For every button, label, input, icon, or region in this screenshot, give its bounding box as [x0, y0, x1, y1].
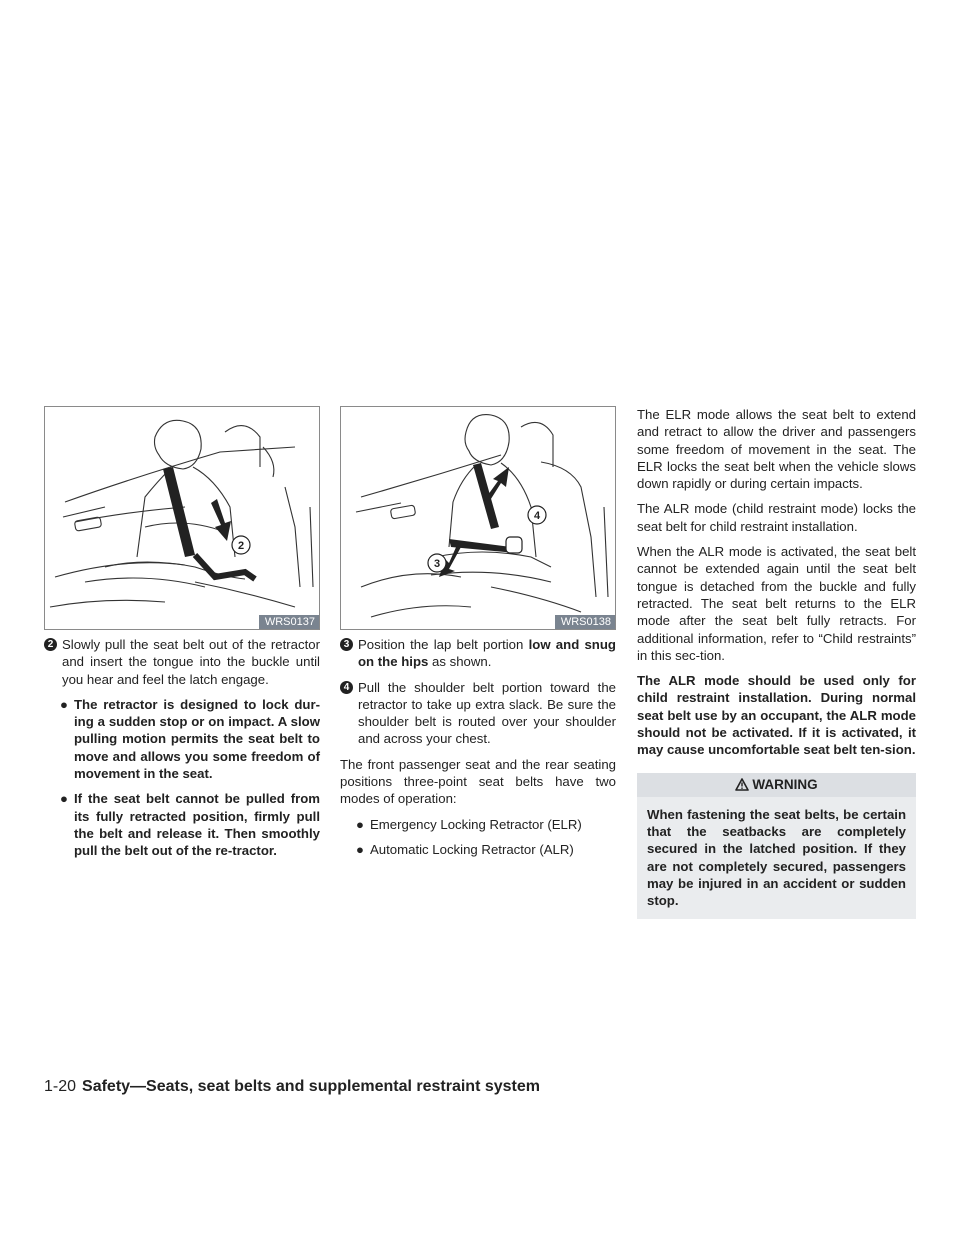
warning-body: When fastening the seat belts, be certain that the seatbacks are completely secured in the latched position. If they are not completely secured, passengers may be injured in an accident or sudden stop. — [637, 797, 916, 920]
figure-code: WRS0137 — [259, 615, 319, 629]
step-2 — [44, 636, 320, 688]
seat-belt-illustration-1 — [45, 407, 320, 630]
column-left — [44, 406, 320, 868]
step-number-4: 4 — [340, 681, 353, 694]
alr-description: The ALR mode (child restraint mode) locks the seat belt for child restraint installation. — [637, 501, 916, 534]
step-2-text: Slowly pull the seat belt out of the retractor and insert the tongue into the buckle until you hear and feel the latch engage. — [62, 637, 320, 687]
alr-usage-note: The ALR mode should be used only for child restraint installation. During normal seat belt use by an occupant, the ALR mode should not be activated. If it is activated, it may cause uncomfortable seat belt ten-sion. — [637, 673, 916, 758]
column-right — [637, 406, 916, 919]
warning-title: WARNING — [752, 776, 818, 792]
elr-description: The ELR mode allows the seat belt to extend and retract to allow the driver and passengers some freedom of movement in the seat. The ELR locks the seat belt when the vehicle slows down rapidly or during certain impacts. — [637, 407, 916, 492]
step-3-text-start: Position the lap belt portion — [358, 637, 529, 652]
step-3-text — [358, 636, 616, 671]
list-item — [44, 696, 320, 782]
callout-3: 3 — [433, 558, 441, 570]
step-number-3: 3 — [340, 638, 353, 651]
section-title: Safety—Seats, seat belts and supplemental restraint system — [82, 1078, 540, 1095]
step-3-text-end: as shown. — [428, 654, 492, 670]
step-4 — [340, 679, 616, 748]
figure-seat-belt-pull — [44, 406, 320, 630]
figure-code: WRS0138 — [555, 615, 615, 629]
alr-activation-description: When the ALR mode is activated, the seat belt cannot be extended again until the seat belt tongue is detached from the buckle and fully retracted. The seat belt returns to the ELR mode after the seat belt fully retracts. For additional information, refer to “Child restraints” in this sec-tion. — [637, 544, 916, 663]
mode-alr: Automatic Locking Retractor (ALR) — [370, 841, 574, 857]
page-footer — [44, 1078, 540, 1096]
retractor-note-2: If the seat belt cannot be pulled from its fully retracted position, firmly pull the belt and release it. Then smoothly pull the belt out of the re-tractor. — [74, 791, 320, 859]
page-number: 1-20 — [44, 1078, 77, 1095]
list-item — [340, 841, 616, 858]
seat-belt-illustration-2 — [341, 407, 616, 630]
step-3 — [340, 636, 616, 671]
warning-header — [637, 773, 916, 797]
step-number-2: 2 — [44, 638, 57, 651]
step-3-emphasis: low and snug on the hips — [358, 637, 616, 670]
list-item — [340, 816, 616, 833]
retractor-notes — [44, 696, 320, 860]
bullet-icon: ● — [60, 696, 68, 712]
retractor-note-1: The retractor is designed to lock dur-ing a sudden stop or on impact. A slow pulling motion permits the seat belt to move and allows you some freedom of movement in the seat. — [74, 696, 320, 782]
figure-lap-belt — [340, 406, 616, 630]
modes-list — [340, 816, 616, 859]
callout-4: 4 — [533, 510, 541, 522]
bullet-icon: ● — [356, 841, 364, 857]
bullet-icon: ● — [60, 791, 68, 807]
mode-elr: Emergency Locking Retractor (ELR) — [370, 816, 582, 832]
bullet-icon: ● — [356, 816, 364, 832]
list-item — [44, 790, 320, 859]
callout-2: 2 — [237, 540, 245, 552]
column-middle — [340, 406, 616, 866]
modes-intro: The front passenger seat and the rear seating positions three-point seat belts have two modes of operation: — [340, 756, 616, 807]
warning-icon — [735, 778, 749, 791]
step-4-text: Pull the shoulder belt portion toward the retractor to take up extra slack. Be sure the shoulder belt is routed over your shoulder and across your chest. — [358, 679, 616, 747]
